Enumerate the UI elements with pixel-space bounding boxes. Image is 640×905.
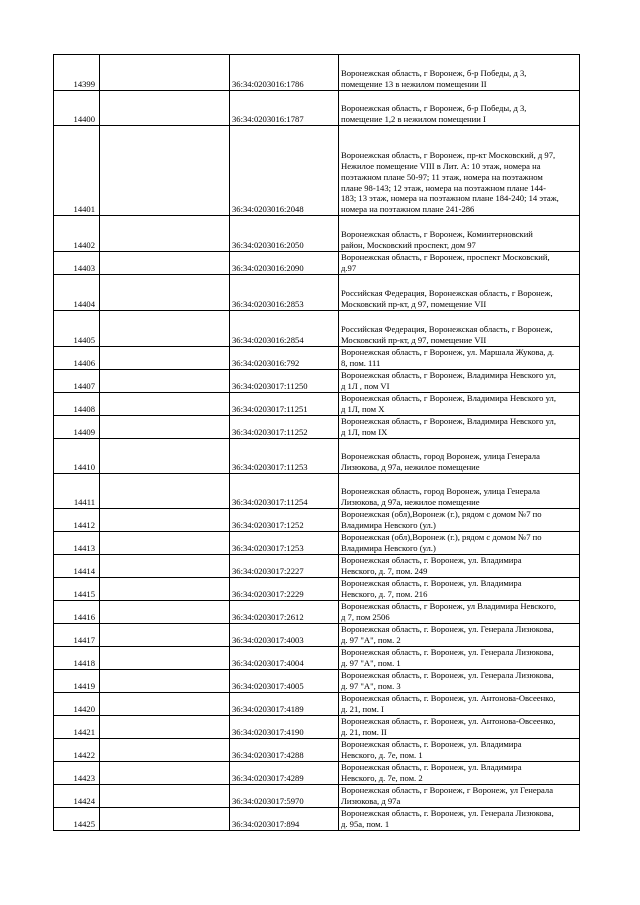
row-number-cell: 14421 xyxy=(54,715,100,738)
address-cell xyxy=(339,554,580,577)
cadastral-number-cell: 36:34:0203016:2048 xyxy=(230,126,339,216)
address-line: Воронежская область, г Воронеж, Коминтерновский xyxy=(341,229,533,240)
address-line: Невского, д. 7, пом. 249 xyxy=(341,565,428,576)
cadastral-number-cell: 36:34:0203017:4005 xyxy=(230,669,339,692)
address-line: Воронежская область, г Воронеж, проспект Московский, xyxy=(341,252,550,262)
row-number-cell: 14425 xyxy=(54,807,100,830)
cadastral-number-cell: 36:34:0203016:1787 xyxy=(230,91,339,126)
table-row xyxy=(54,600,580,623)
address-cell xyxy=(339,91,580,126)
cadastral-number-cell: 36:34:0203017:4289 xyxy=(230,761,339,784)
table-row xyxy=(54,252,580,275)
empty-cell xyxy=(100,692,230,715)
address-line: Воронежская область, г Воронеж, Владимира Невского ул, xyxy=(341,370,556,380)
empty-cell xyxy=(100,623,230,646)
table-row xyxy=(54,392,580,415)
table-row xyxy=(54,216,580,252)
row-number-cell: 14412 xyxy=(54,508,100,531)
cadastral-number-cell: 36:34:0203017:1253 xyxy=(230,531,339,554)
empty-cell xyxy=(100,310,230,346)
row-number-cell: 14399 xyxy=(54,55,100,91)
address-line: Воронежская область, г Воронеж, ул Владимира Невского, xyxy=(341,601,556,611)
cadastral-number-cell: 36:34:0203016:2854 xyxy=(230,310,339,346)
address-line: Воронежская (обл),Воронеж (г.), рядом с домом №7 по xyxy=(341,509,542,519)
address-line: Лизюкова, д 97а xyxy=(341,795,401,806)
empty-cell xyxy=(100,55,230,91)
row-number-cell: 14417 xyxy=(54,623,100,646)
cadastral-number-cell: 36:34:0203017:2612 xyxy=(230,600,339,623)
address-line: Лизюкова, д 97а, нежилое помещение xyxy=(341,461,480,472)
empty-cell xyxy=(100,600,230,623)
address-line: Воронежская область, город Воронеж, улица Генерала xyxy=(341,451,540,461)
address-cell xyxy=(339,600,580,623)
empty-cell xyxy=(100,646,230,669)
address-cell xyxy=(339,126,580,216)
address-line: Владимира Невского (ул.) xyxy=(341,542,436,553)
address-line: Воронежская область, г Воронеж, б-р Победы, д 3, xyxy=(341,103,527,114)
row-number-cell: 14410 xyxy=(54,438,100,473)
row-number-cell: 14404 xyxy=(54,274,100,310)
table-row xyxy=(54,669,580,692)
cadastral-number-cell: 36:34:0203017:2227 xyxy=(230,554,339,577)
address-line: Российская Федерация, Воронежская область, г Воронеж, xyxy=(341,288,553,298)
cadastral-number-cell: 36:34:0203016:1786 xyxy=(230,55,339,91)
empty-cell xyxy=(100,807,230,830)
address-line: д 1Л, пом X xyxy=(341,403,385,414)
row-number-cell: 14414 xyxy=(54,554,100,577)
cadastral-number-cell: 36:34:0203017:11252 xyxy=(230,415,339,438)
cadastral-number-cell: 36:34:0203017:4004 xyxy=(230,646,339,669)
address-line: Воронежская область, г. Воронеж, ул. Владимира xyxy=(341,762,522,772)
empty-cell xyxy=(100,252,230,275)
address-line: Воронежская область, г. Воронеж, ул. Владимира xyxy=(341,555,522,565)
address-cell xyxy=(339,392,580,415)
row-number-cell: 14402 xyxy=(54,216,100,252)
address-line: Воронежская область, г. Воронеж, ул. Владимира xyxy=(341,578,522,588)
address-cell xyxy=(339,761,580,784)
cadastral-number-cell: 36:34:0203017:11254 xyxy=(230,473,339,508)
address-cell xyxy=(339,438,580,473)
address-line: д. 21, пом. I xyxy=(341,703,384,714)
cadastral-number-cell: 36:34:0203017:4189 xyxy=(230,692,339,715)
table-row xyxy=(54,91,580,126)
table-row xyxy=(54,807,580,830)
row-number-cell: 14411 xyxy=(54,473,100,508)
row-number-cell: 14401 xyxy=(54,126,100,216)
address-line: помещение 1,2 в нежилом помещении I xyxy=(341,114,486,125)
empty-cell xyxy=(100,531,230,554)
address-line: д. 97 "А", пом. 2 xyxy=(341,634,401,645)
cadastral-number-cell: 36:34:0203016:792 xyxy=(230,346,339,369)
registry-table xyxy=(53,54,580,831)
address-cell xyxy=(339,784,580,807)
row-number-cell: 14405 xyxy=(54,310,100,346)
address-cell xyxy=(339,623,580,646)
address-line: поэтажном плане 50-97; 11 этаж, номера на поэтажном xyxy=(341,171,543,182)
registry-table-body xyxy=(54,55,580,831)
row-number-cell: 14423 xyxy=(54,761,100,784)
address-line: д. 97 "А", пом. 3 xyxy=(341,680,401,691)
address-cell xyxy=(339,531,580,554)
address-line: Воронежская область, г. Воронеж, ул. Генерала Лизюкова, xyxy=(341,808,554,818)
table-row xyxy=(54,369,580,392)
table-row xyxy=(54,310,580,346)
address-line: Лизюкова, д 97а, нежилое помещение xyxy=(341,496,480,507)
address-line: Невского, д. 7е, пом. 2 xyxy=(341,772,423,783)
address-cell xyxy=(339,646,580,669)
row-number-cell: 14409 xyxy=(54,415,100,438)
address-cell xyxy=(339,715,580,738)
address-cell xyxy=(339,807,580,830)
cadastral-number-cell: 36:34:0203017:5970 xyxy=(230,784,339,807)
address-line: 8, пом. 111 xyxy=(341,357,381,368)
address-line: Воронежская (обл),Воронеж (г.), рядом с домом №7 по xyxy=(341,532,542,542)
cadastral-number-cell: 36:34:0203017:894 xyxy=(230,807,339,830)
empty-cell xyxy=(100,473,230,508)
address-line: Воронежская область, г Воронеж, Владимира Невского ул, xyxy=(341,393,556,403)
table-row xyxy=(54,508,580,531)
address-cell xyxy=(339,669,580,692)
empty-cell xyxy=(100,784,230,807)
table-row xyxy=(54,784,580,807)
cadastral-number-cell: 36:34:0203017:4288 xyxy=(230,738,339,761)
address-cell xyxy=(339,577,580,600)
address-line: Воронежская область, г. Воронеж, ул. Антонова-Овсеенко, xyxy=(341,693,556,703)
cadastral-number-cell: 36:34:0203017:1252 xyxy=(230,508,339,531)
table-row xyxy=(54,415,580,438)
empty-cell xyxy=(100,715,230,738)
table-row xyxy=(54,346,580,369)
table-row xyxy=(54,715,580,738)
row-number-cell: 14418 xyxy=(54,646,100,669)
table-row xyxy=(54,692,580,715)
address-line: Невского, д. 7, пом. 216 xyxy=(341,588,428,599)
address-line: 183; 13 этаж, номера на поэтажном плане 184-240; 14 этаж, xyxy=(341,193,559,204)
row-number-cell: 14408 xyxy=(54,392,100,415)
address-line: Воронежская область, г. Воронеж, ул. Антонова-Овсеенко, xyxy=(341,716,556,726)
table-row xyxy=(54,126,580,216)
address-line: д.97 xyxy=(341,262,357,273)
empty-cell xyxy=(100,216,230,252)
address-cell xyxy=(339,346,580,369)
address-line: номера на поэтажном плане 241-286 xyxy=(341,204,475,215)
cadastral-number-cell: 36:34:0203017:2229 xyxy=(230,577,339,600)
table-row xyxy=(54,55,580,91)
address-line: д. 21, пом. II xyxy=(341,726,387,737)
row-number-cell: 14422 xyxy=(54,738,100,761)
address-line: Воронежская область, г. Воронеж, ул. Генерала Лизюкова, xyxy=(341,670,554,680)
address-line: плане 98-143; 12 этаж, номера на поэтажном плане 144- xyxy=(341,182,546,193)
address-line: Нежилое помещение VIII в Лит. А: 10 этаж, номера на xyxy=(341,161,541,172)
table-row xyxy=(54,646,580,669)
address-line: Воронежская область, г Воронеж, б-р Победы, д 3, xyxy=(341,68,527,79)
empty-cell xyxy=(100,738,230,761)
address-cell xyxy=(339,55,580,91)
empty-cell xyxy=(100,274,230,310)
address-line: Воронежская область, город Воронеж, улица Генерала xyxy=(341,486,540,496)
address-line: Московский пр-кт, д 97, помещение VII xyxy=(341,334,487,345)
table-row xyxy=(54,531,580,554)
table-row xyxy=(54,438,580,473)
table-row xyxy=(54,738,580,761)
row-number-cell: 14415 xyxy=(54,577,100,600)
address-cell xyxy=(339,508,580,531)
address-line: Воронежская область, г. Воронеж, ул. Владимира xyxy=(341,739,522,749)
table-row xyxy=(54,623,580,646)
address-cell xyxy=(339,692,580,715)
address-cell xyxy=(339,369,580,392)
address-line: Воронежская область, г. Воронеж, ул. Генерала Лизюкова, xyxy=(341,624,554,634)
address-line: Воронежская область, г Воронеж, Владимира Невского ул, xyxy=(341,416,556,426)
row-number-cell: 14420 xyxy=(54,692,100,715)
empty-cell xyxy=(100,392,230,415)
address-line: Воронежская область, г Воронеж, пр-кт Московский, д 97, xyxy=(341,150,556,161)
cadastral-number-cell: 36:34:0203017:11253 xyxy=(230,438,339,473)
table-row xyxy=(54,274,580,310)
address-line: Российская Федерация, Воронежская область, г Воронеж, xyxy=(341,324,553,334)
table-row xyxy=(54,473,580,508)
row-number-cell: 14416 xyxy=(54,600,100,623)
table-row xyxy=(54,554,580,577)
cadastral-number-cell: 36:34:0203016:2050 xyxy=(230,216,339,252)
empty-cell xyxy=(100,438,230,473)
row-number-cell: 14413 xyxy=(54,531,100,554)
address-line: д. 95а, пом. 1 xyxy=(341,818,390,829)
cadastral-number-cell: 36:34:0203016:2853 xyxy=(230,274,339,310)
address-line: район, Московский проспект, дом 97 xyxy=(341,240,476,251)
address-line: Невского, д. 7е, пом. 1 xyxy=(341,749,423,760)
address-cell xyxy=(339,274,580,310)
empty-cell xyxy=(100,346,230,369)
cadastral-number-cell: 36:34:0203017:4003 xyxy=(230,623,339,646)
table-row xyxy=(54,577,580,600)
cadastral-number-cell: 36:34:0203016:2090 xyxy=(230,252,339,275)
empty-cell xyxy=(100,761,230,784)
empty-cell xyxy=(100,577,230,600)
address-line: Московский пр-кт, д 97, помещение VII xyxy=(341,298,487,309)
address-line: д 1Л , пом VI xyxy=(341,380,390,391)
empty-cell xyxy=(100,126,230,216)
row-number-cell: 14406 xyxy=(54,346,100,369)
address-line: Воронежская область, г Воронеж, г Воронеж, ул Генерала xyxy=(341,785,554,795)
address-cell xyxy=(339,738,580,761)
address-line: Воронежская область, г Воронеж, ул. Маршала Жукова, д. xyxy=(341,347,555,357)
empty-cell xyxy=(100,415,230,438)
cadastral-number-cell: 36:34:0203017:11250 xyxy=(230,369,339,392)
empty-cell xyxy=(100,508,230,531)
address-cell xyxy=(339,473,580,508)
address-line: д 1Л, пом IX xyxy=(341,426,388,437)
cadastral-number-cell: 36:34:0203017:4190 xyxy=(230,715,339,738)
row-number-cell: 14400 xyxy=(54,91,100,126)
address-cell xyxy=(339,216,580,252)
address-cell xyxy=(339,310,580,346)
address-line: д. 97 "А", пом. 1 xyxy=(341,657,401,668)
empty-cell xyxy=(100,91,230,126)
empty-cell xyxy=(100,669,230,692)
address-cell xyxy=(339,415,580,438)
address-line: Воронежская область, г. Воронеж, ул. Генерала Лизюкова, xyxy=(341,647,554,657)
row-number-cell: 14419 xyxy=(54,669,100,692)
address-line: д 7, пом 2506 xyxy=(341,611,390,622)
table-row xyxy=(54,761,580,784)
address-line: помещение 13 в нежилом помещении II xyxy=(341,79,487,90)
empty-cell xyxy=(100,554,230,577)
empty-cell xyxy=(100,369,230,392)
row-number-cell: 14424 xyxy=(54,784,100,807)
cadastral-number-cell: 36:34:0203017:11251 xyxy=(230,392,339,415)
address-cell xyxy=(339,252,580,275)
row-number-cell: 14407 xyxy=(54,369,100,392)
row-number-cell: 14403 xyxy=(54,252,100,275)
address-line: Владимира Невского (ул.) xyxy=(341,519,436,530)
